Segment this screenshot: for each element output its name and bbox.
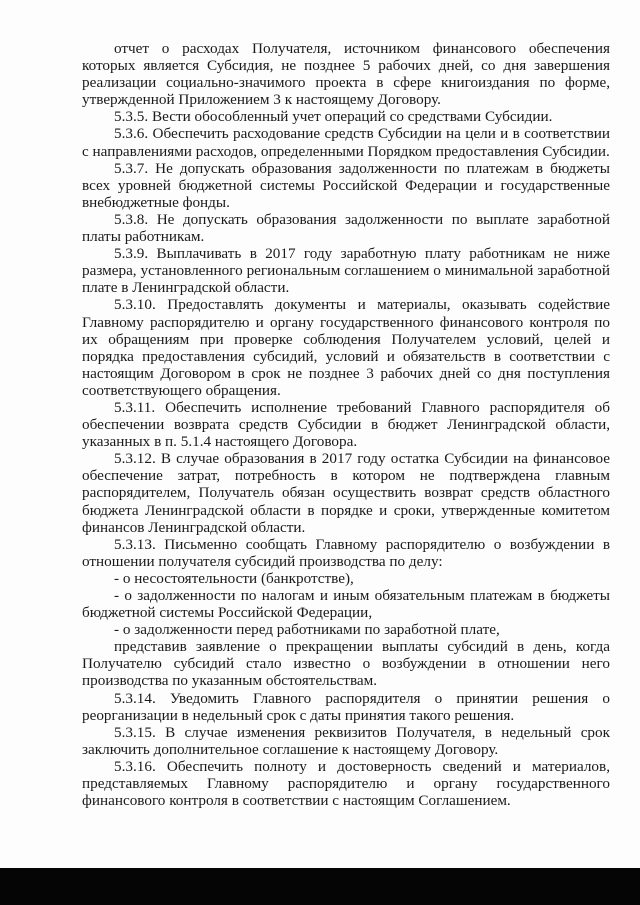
scan-bottom-border <box>0 868 640 905</box>
paragraph-5-3-15: 5.3.15. В случае изменения реквизитов Получателя, в недельный срок заключить дополнительное соглашение к настоящему Договору. <box>82 723 610 758</box>
document-body <box>82 40 610 809</box>
paragraph-report-expenses: отчет о расходах Получателя, источником финансового обеспечения которых является Субсидия, не позднее 5 рабочих дней, со дня завершения реализации социально-значимого проекта в сфере книгоиздания по форме, утвержденной Приложением 3 к настоящему Договору. <box>82 40 610 109</box>
paragraph-5-3-11: 5.3.11. Обеспечить исполнение требований Главного распорядителя об обеспечении возврата средств Субсидии в бюджет Ленинградской области, указанных в п. 5.1.4 настоящего Договора. <box>82 398 610 451</box>
paragraph-5-3-5: 5.3.5. Вести обособленный учет операций со средствами Субсидии. <box>114 108 553 126</box>
paragraph-5-3-12: 5.3.12. В случае образования в 2017 году остатка Субсидии на финансовое обеспечение затрат, потребность в котором не подтверждена главным распорядителем, Получатель обязан осуществить возврат средств областного бюджета Ленинградской области в порядке и сроки, утвержденные комитетом финансов Ленинградской области. <box>82 450 610 536</box>
list-item-tax-debt: - о задолженности по налогам и иным обязательным платежам в бюджеты бюджетной системы Российской Федерации, <box>82 587 610 622</box>
paragraph-5-3-14: 5.3.14. Уведомить Главного распорядителя о принятии решения о реорганизации в недельный срок с даты принятия такого решения. <box>82 689 610 724</box>
paragraph-5-3-10: 5.3.10. Предоставлять документы и материалы, оказывать содействие Главному распорядителю и органу государственного финансового контроля по их обращениям при проверке соблюдения Получателем условий, целей и порядка предоставления субсидий, условий и обязательств в соответствии с настоящим Договором в срок не позднее 3 рабочих дней со дня поступления соответствующего обращения. <box>82 296 610 399</box>
paragraph-5-3-9: 5.3.9. Выплачивать в 2017 году заработную плату работникам не ниже размера, установленного региональным соглашением о минимальной заработной плате в Ленинградской области. <box>82 245 610 297</box>
paragraph-5-3-6: 5.3.6. Обеспечить расходование средств Субсидии на цели и в соответствии с направлениями расходов, определенными Порядком предоставления Субсидии. <box>82 125 610 160</box>
list-item-wage-debt: - о задолженности перед работниками по заработной плате, <box>114 621 500 639</box>
paragraph-5-3-13: 5.3.13. Письменно сообщать Главному распорядителю о возбуждении в отношении получателя субсидий производства по делу: <box>82 535 610 570</box>
paragraph-5-3-8: 5.3.8. Не допускать образования задолженности по выплате заработной платы работникам. <box>82 210 610 246</box>
list-item-bankruptcy: - о несостоятельности (банкротстве), <box>114 569 354 587</box>
paragraph-5-3-7: 5.3.7. Не допускать образования задолженности по платежам в бюджеты всех уровней бюджетной системы Российской Федерации и государственные внебюджетные фонды. <box>82 159 610 211</box>
paragraph-5-3-16: 5.3.16. Обеспечить полноту и достоверность сведений и материалов, представляемых Главному распорядителю и органу государственного финансового контроля в соответствии с настоящим Соглашением. <box>82 757 610 810</box>
paragraph-notice-statement: представив заявление о прекращении выплаты субсидий в день, когда Получателю субсидий стало известно о возбуждении в отношении него производства по указанным обстоятельствам. <box>82 638 610 690</box>
